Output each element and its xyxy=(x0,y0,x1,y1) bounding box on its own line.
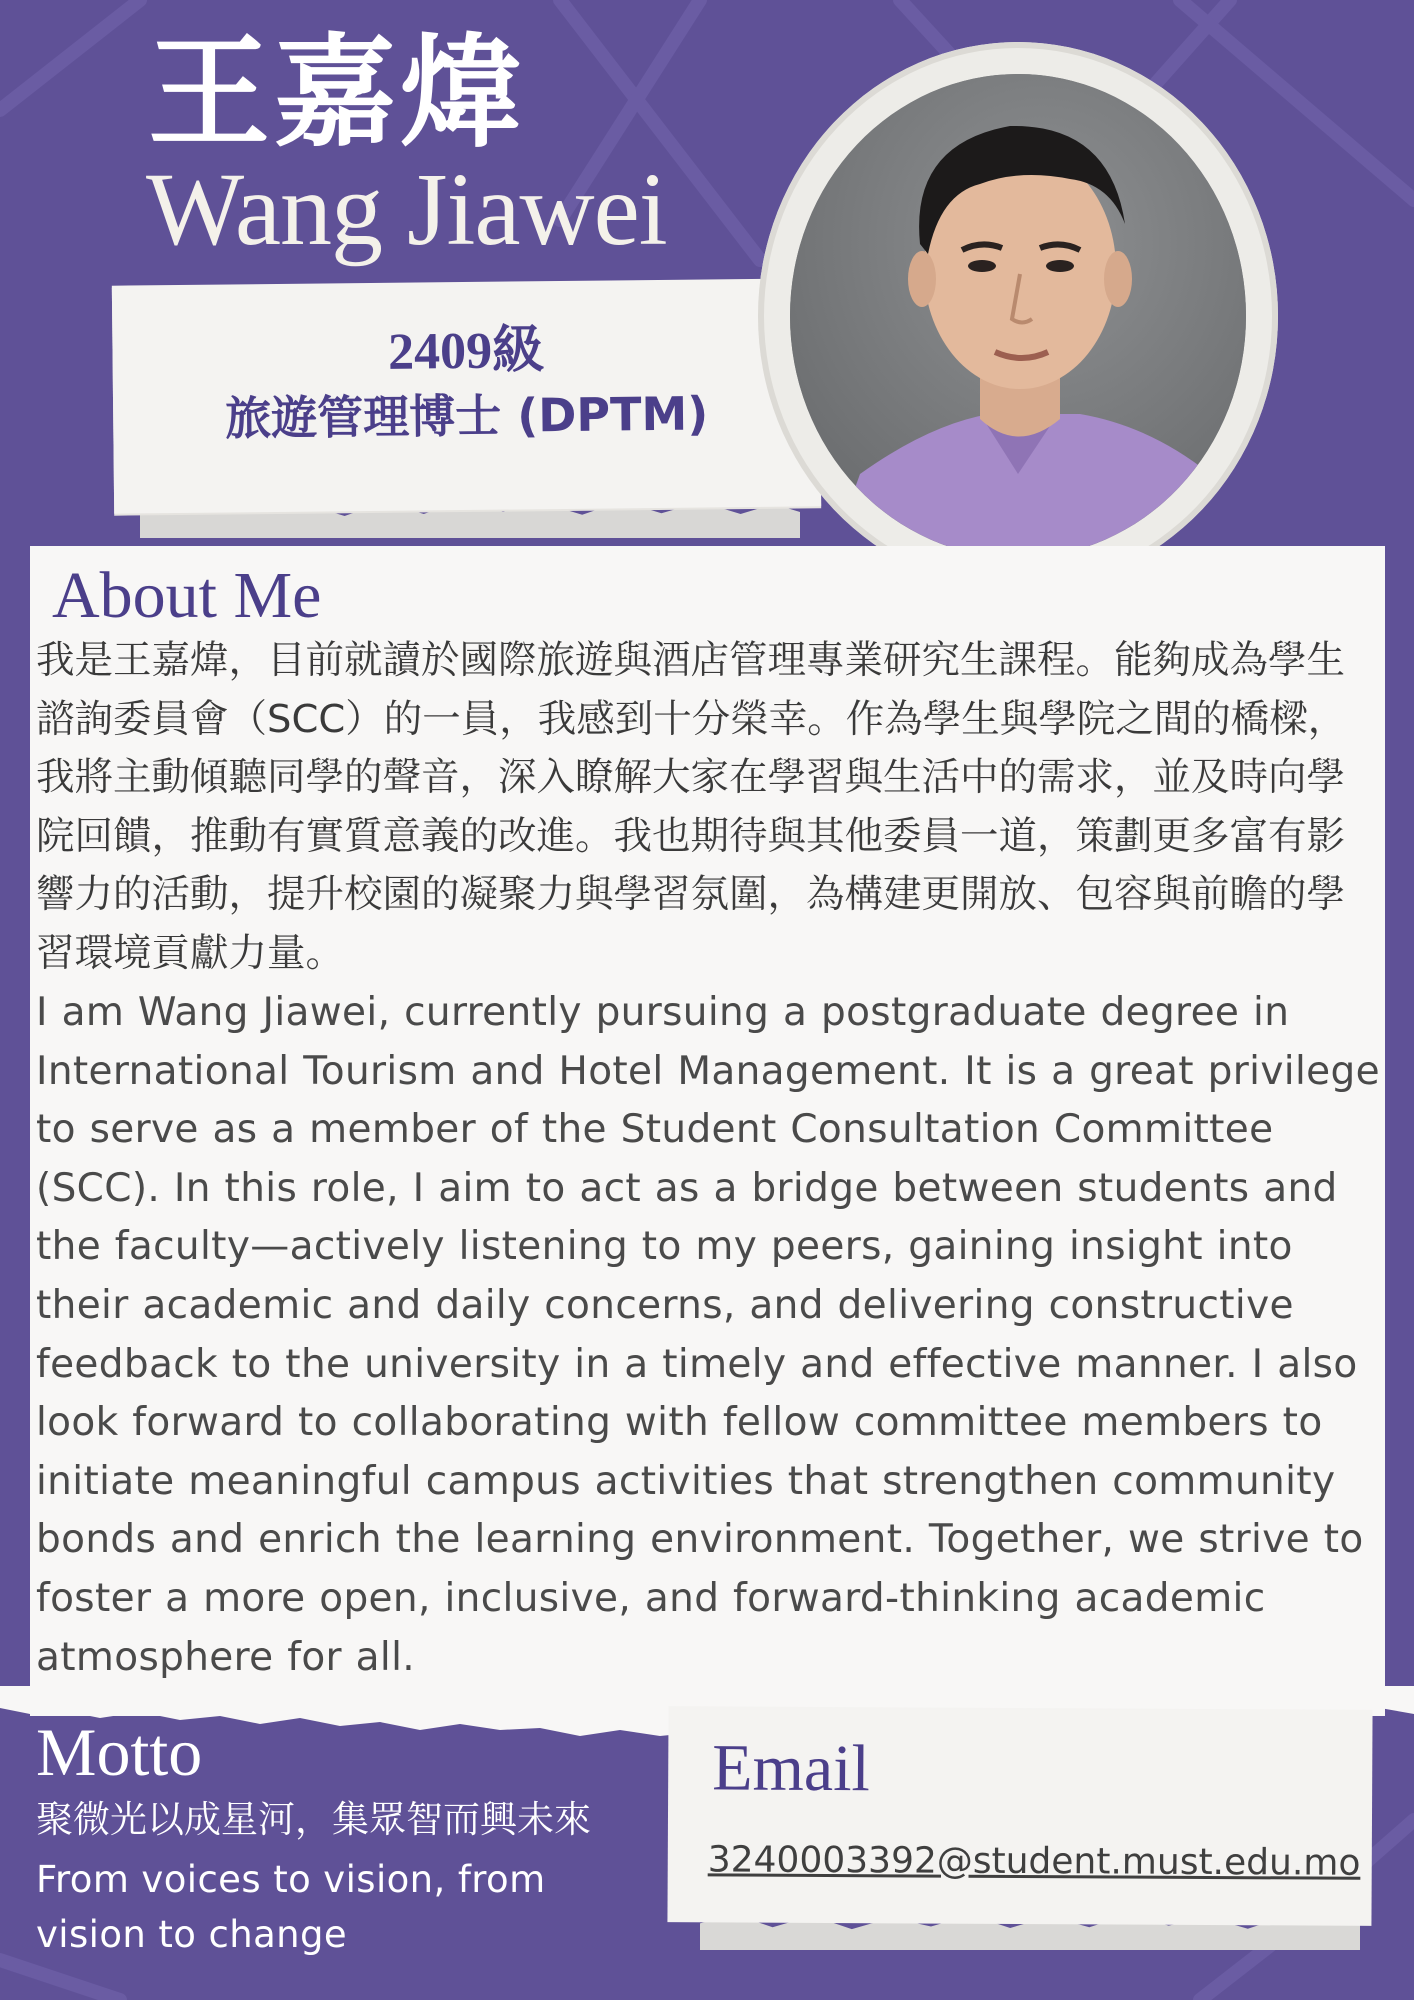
motto-title: Motto xyxy=(36,1714,203,1790)
profile-photo xyxy=(790,74,1246,558)
name-chinese: 王嘉煒 xyxy=(148,22,526,164)
about-title: About Me xyxy=(52,559,322,632)
motto-english: From voices to vision, from vision to change xyxy=(36,1858,546,1956)
motto-chinese: 聚微光以成星河，集眾智而興未來 xyxy=(36,1798,591,1841)
degree-card xyxy=(112,278,821,513)
email-link[interactable]: 3240003392@student.must.edu.mo xyxy=(707,1839,1361,1884)
about-text-english: I am Wang Jiawei, currently pursuing a postgraduate degree in International Tourism and Hotel Management. It is a great privilege to serve as a member of the Student Consultation Committee (SCC). In this role, I aim to act as a bridge between students and the faculty—actively listening to my peers, gaining insight into their academic and daily concerns, and delivering constructive feedback to the university in a timely and effective manner. I also look forward to collaborating with fellow committee members to initiate meaningful campus activities that strengthen community bonds and enrich the learning environment. Together, we strive to foster a more open, inclusive, and forward-thinking academic atmosphere for all. xyxy=(36,990,1380,1680)
degree-program: 旅遊管理博士 (DPTM) xyxy=(224,386,709,446)
about-text-chinese: 我是王嘉煒，目前就讀於國際旅遊與酒店管理專業研究生課程。能夠成為學生諮詢委員會（SCC）的一員，我感到十分榮幸。作為學生與學院之間的橋樑，我將主動傾聽同學的聲音，深入瞭解大家在學習與生活中的需求，並及時向學院回饋，推動有實質意義的改進。我也期待與其他委員一道，策劃更多富有影響力的活動，提升校園的凝聚力與學習氛圍，為構建更開放、包容與前瞻的學習環境貢獻力量。 xyxy=(36,638,1347,976)
degree-cohort: 2409級 xyxy=(387,322,545,381)
name-english: Wang Jiawei xyxy=(146,152,667,267)
about-section xyxy=(30,546,1385,1716)
email-card xyxy=(667,1706,1372,1926)
email-title: Email xyxy=(712,1731,871,1806)
